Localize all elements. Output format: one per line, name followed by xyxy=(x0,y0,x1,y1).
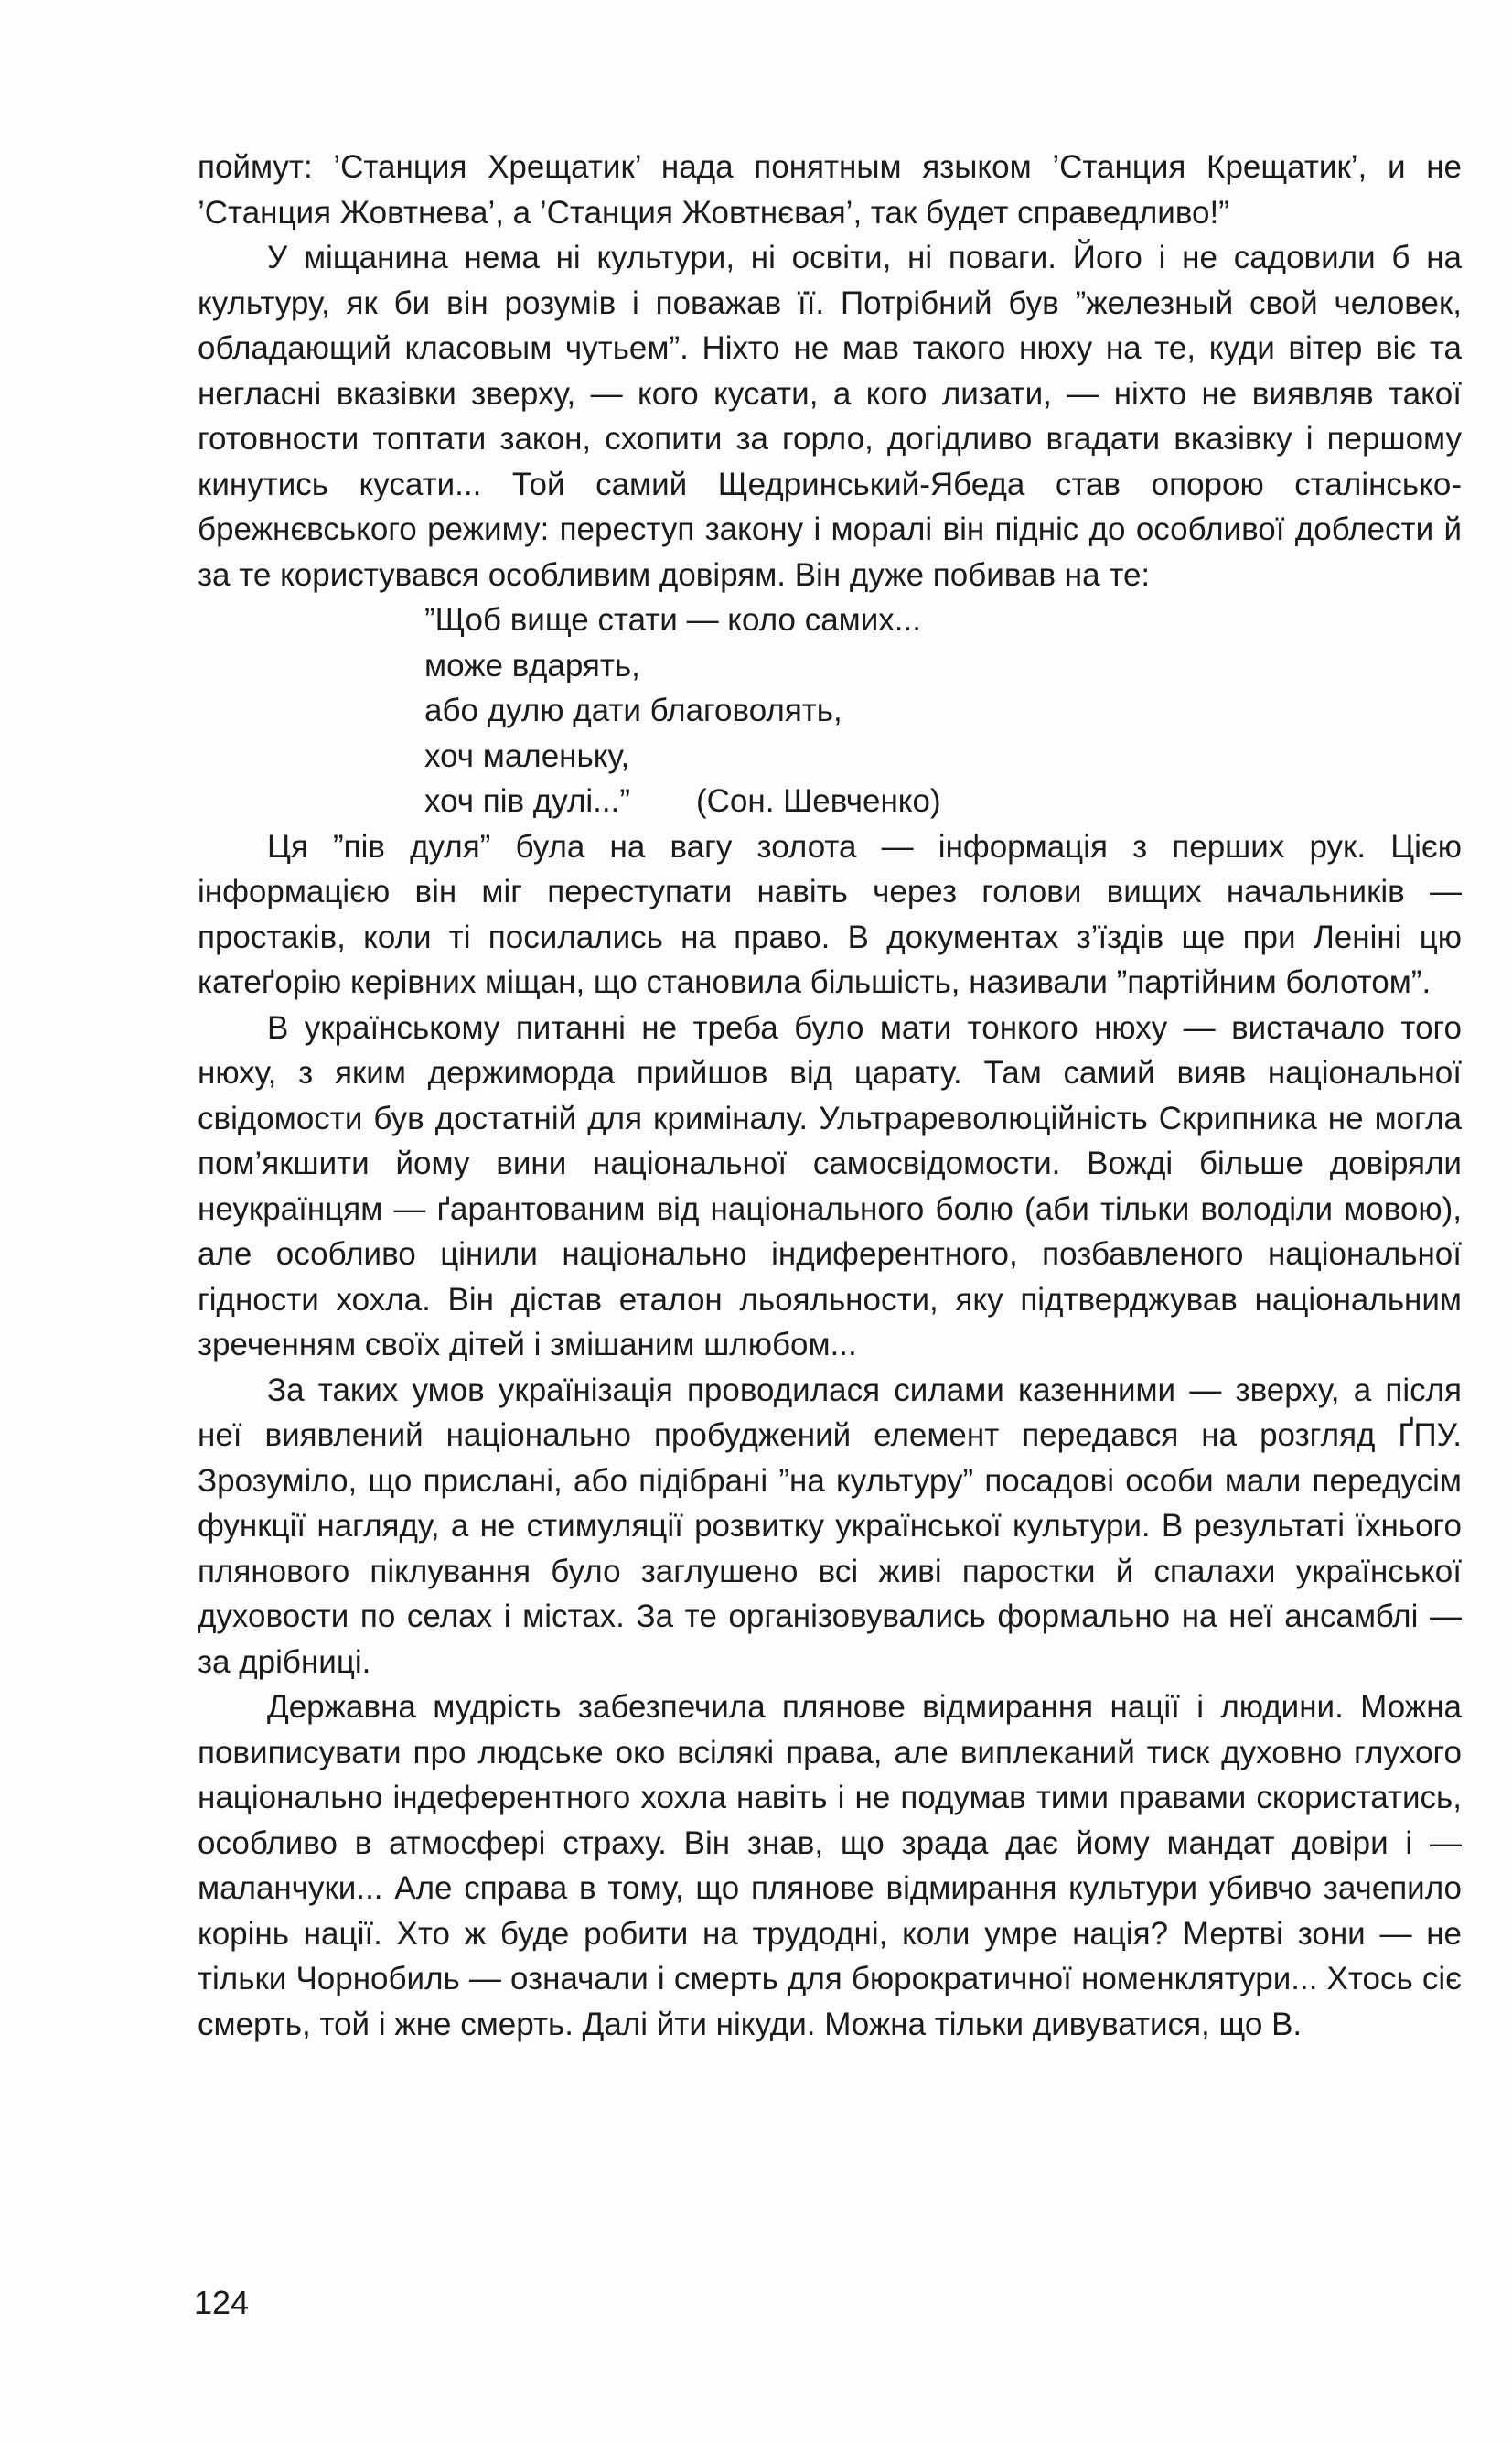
page-number: 124 xyxy=(194,2284,250,2321)
paragraph-6: Державна мудрість забезпечила плянове відмирання нації і людини. Можна повиписувати про людське око всілякі права, але виплеканий тиск духовно глухого національно індеферентного хохла навіть і не подумав тими правами скористатись, особливо в атмосфері страху. Він знав, що зрада дає йому мандат довіри і — маланчуки... Але справа в тому, що плянове відмирання культури убивчо зачепило корінь нації. Хто ж буде робити на трудодні, коли умре нація? Мертві зони — не тільки Чорнобиль — означали і смерть для бюрократичної номенклятури... Хтось сіє смерть, той і жне смерть. Далі йти нікуди. Можна тільки дивуватися, що В. xyxy=(198,1689,1462,2042)
poem-line-4: хоч маленьку, xyxy=(424,737,630,774)
poem-source: (Сон. Шевченко) xyxy=(696,783,941,819)
paragraph-3: Ця ”пів дуля” була на вагу золота — інформація з перших рук. Цією інформацією він міг переступати навіть через голови вищих начальників — простаків, коли ті посилались на право. В документах з’їздів ще при Леніні цю катеґорію керівних міщан, що становила більшість, називали ”партійним болотом”. xyxy=(198,828,1462,1000)
paragraph-4: В українському питанні не треба було мати тонкого нюху — вистачало того нюху, з яким держиморда прийшов від царату. Там самий вияв національної свідомости був достатній для криміналу. Ультрареволюційність Скрипника не могла пом’якшити йому вини національної самосвідомости. Вожді більше довіряли неукраїнцям — ґарантованим від національного болю (аби тільки володіли мовою), але особливо цінили національно індиферентного, позбавленого національної гідности хохла. Він дістав еталон льояльности, яку підтверджував національним зреченням своїх дітей і змішаним шлюбом... xyxy=(198,1009,1462,1362)
paragraph-5: За таких умов українізація проводилася силами казенними — зверху, а після неї виявлений національно пробуджений елемент передався на розгляд ҐПУ. Зрозуміло, що прислані, або підібрані ”на культуру” посадові особи мали передусім функції нагляду, а не стимуляції розвитку української культури. В результаті їхнього плянового піклування було заглушено всі живі паростки й спалахи української духовости по селах і містах. За те організовувались формально на неї ансамблі — за дрібниці. xyxy=(198,1372,1462,1680)
poem-line-2: може вдарять, xyxy=(424,647,640,683)
poem-line-3: або дулю дати благоволять, xyxy=(424,693,842,728)
paragraph-1: поймут: ’Станция Хрещатик’ нада понятным языком ’Станция Крещатик’, и не ’Станция Жовтнева’, а ’Станция Жовтнєвая’, так будет справедливо!” xyxy=(198,149,1462,231)
poem-quote xyxy=(424,597,1462,824)
paragraph-2: У міщанина нема ні культури, ні освіти, ні поваги. Його і не садовили б на культуру, як би він розумів і поважав її. Потрібний був ”железный свой человек, обладающий класовым чутьем”. Ніхто не мав такого нюху на те, куди вітер віє та негласні вказівки зверху, — кого кусати, а кого лизати, — ніхто не виявляв такої готовности топтати закон, схопити за горло, догідливо вгадати вказівку і першому кинутись кусати... Той самий Щедринський-Ябеда став опорою сталінсько-брежнєвського режиму: переступ закону і моралі він підніс до особливої доблести й за те користувався особливим довірям. Він дуже побивав на те: xyxy=(198,240,1462,593)
poem-line-5-with-source xyxy=(424,779,1462,824)
poem-line-1: ”Щоб вище стати — коло самих... xyxy=(424,602,921,638)
page-body-text xyxy=(198,145,1462,2047)
poem-line-5: хоч пів дулі...” xyxy=(424,783,630,819)
